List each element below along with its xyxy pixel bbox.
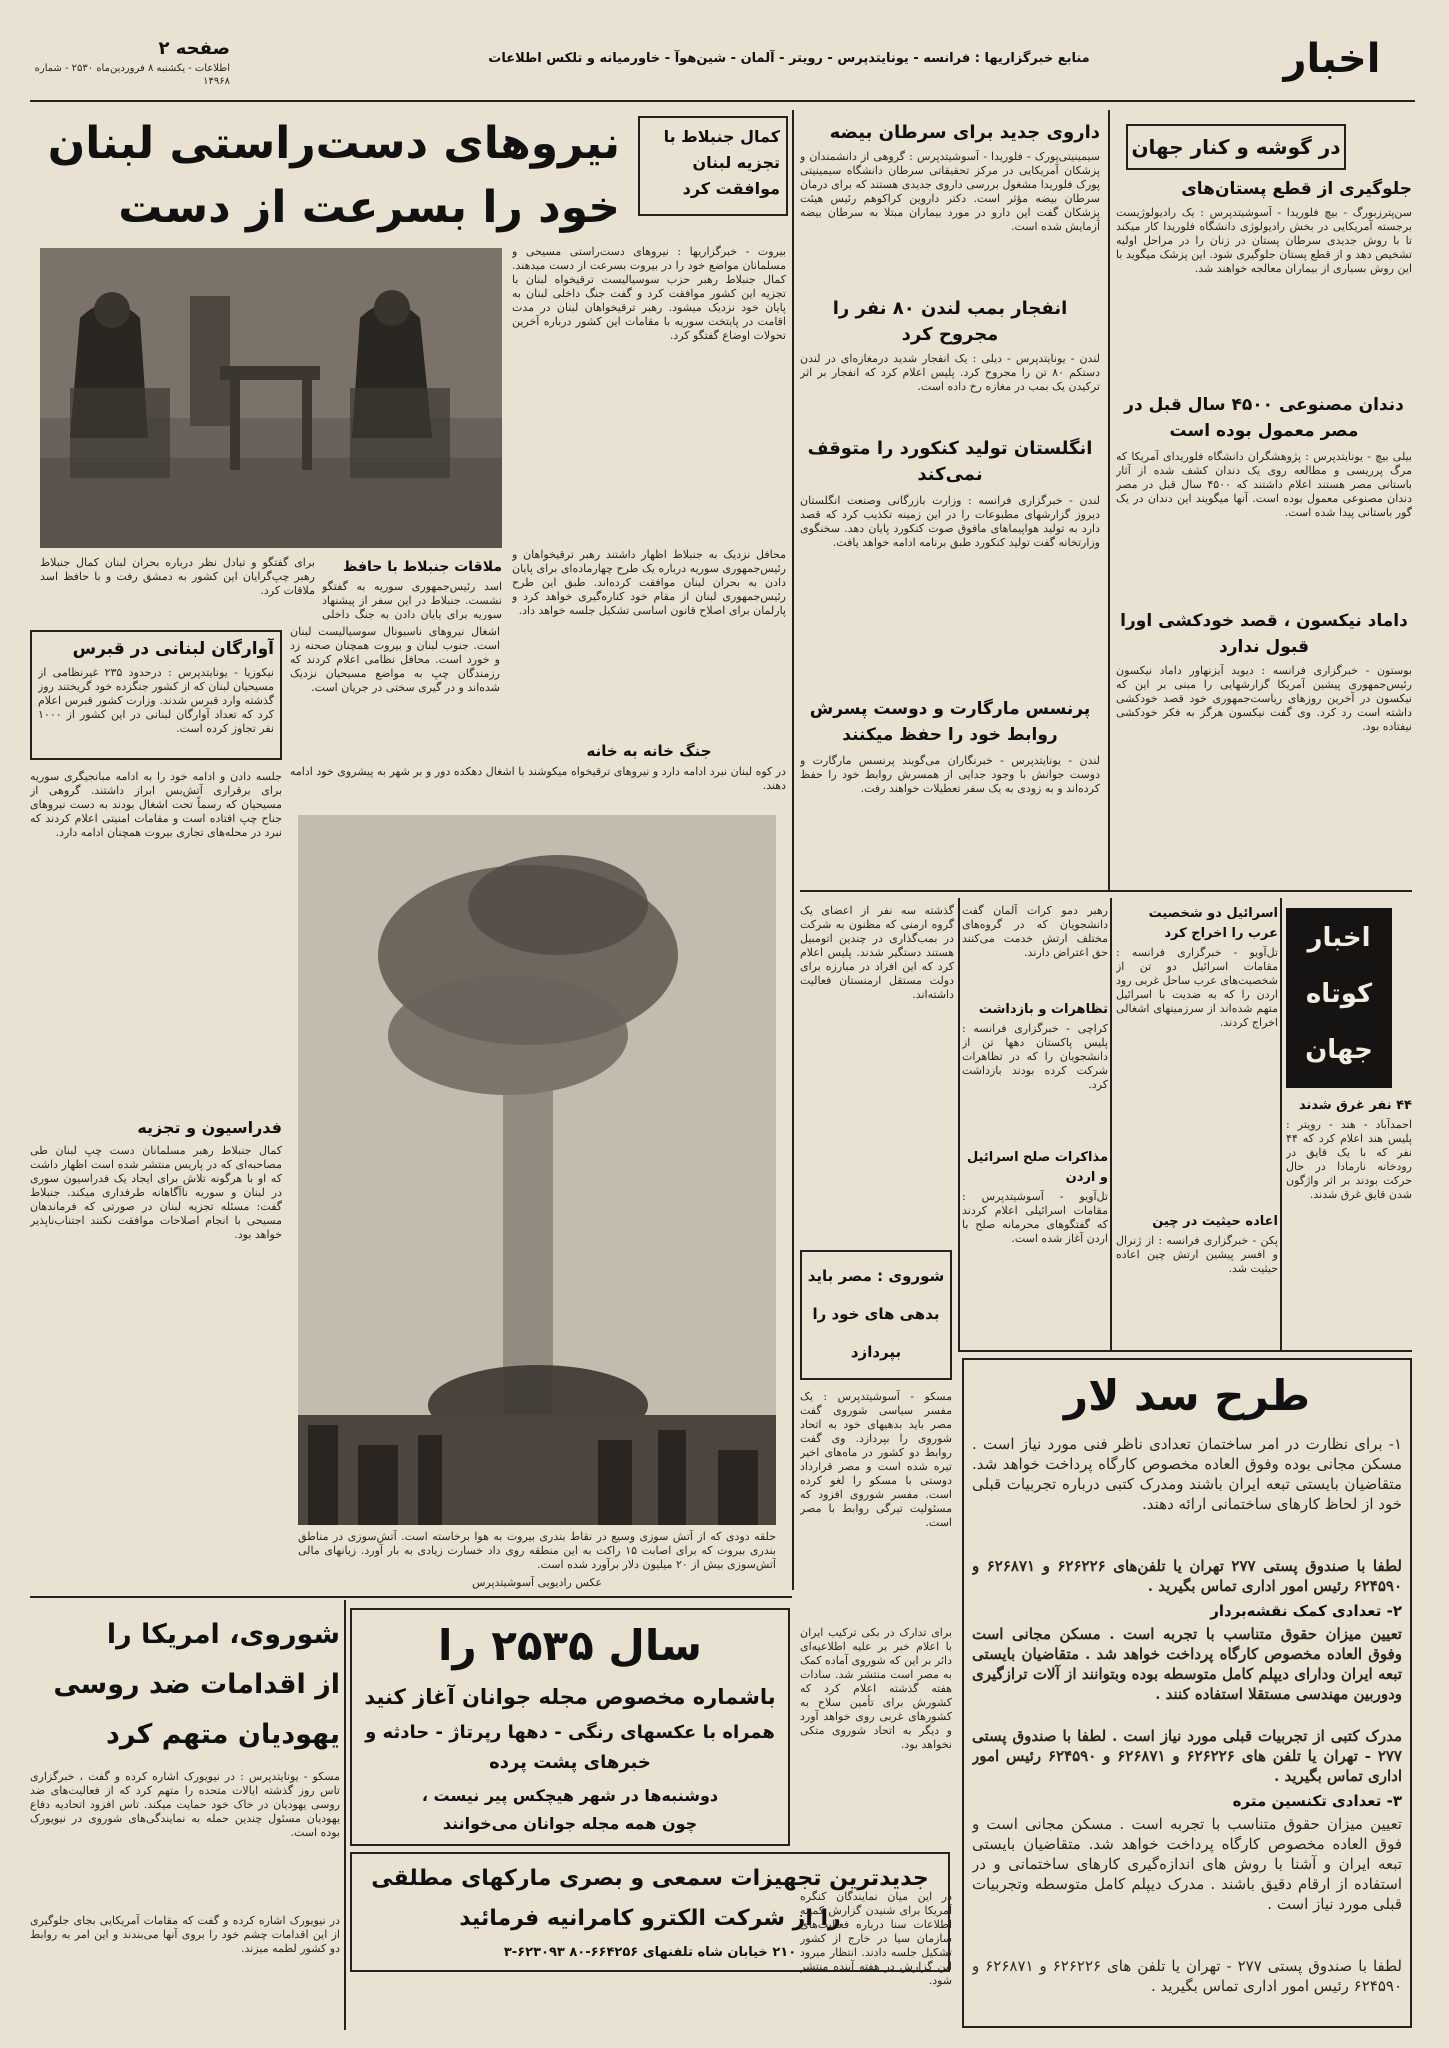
short-text-5: تل‌آویو - آسوشیتدپرس : مقامات اسرائیلی اعلام کردند که گفتگوهای محرمانه صلح با اردن آغاز شده است. xyxy=(962,1190,1108,1245)
misc-column-text: گذشته سه نفر از اعضای یک گروه ارمنی که مظنون به شرکت در بمب‌گذاری در چندین اتومبیل هستند دستگیر شدند. پلیس اعلام کرد که این افراد در مبارزه برای دولت مستقل ارمنستان فعالیت داشته‌اند. xyxy=(800,904,954,1001)
meeting-text: اسد رئیس‌جمهوری سوریه به گفتگو نشست. جنبلاط در این سفر از پیشنهاد سوریه برای پایان دادن به جنگ داخلی xyxy=(322,580,502,620)
short-headline-4: تظاهرات و بازداشت xyxy=(978,1002,1108,1017)
magazine-line5: دوشنبه‌ها در شهر هیچکس پیر نیست ، xyxy=(421,1786,719,1805)
corner-headline-1: جلوگیری از قطع پستان‌های xyxy=(1181,179,1412,199)
lead-body-continued: محافل نزدیک به جنبلاط اظهار داشتند رهبر ترقیخواهان و رئیس‌جمهوری سوریه درباره یک طرح چهارماده‌ای برای پایان دادن به بحران لبنان موافقت کرده‌اند. طبق این طرح رئیس‌جمهوری لبنان از مقام خود کناره‌گیری خواهد کرد و پارلمان برای اصلاح قانون اساسی تشکیل جلسه خواهد داد. xyxy=(512,548,786,617)
ussr-us-text: مسکو - یونایتدپرس : در نیویورک اشاره کرده و گفت ، خبرگزاری تاس روز گذشته ایالات متحده را متهم کرد که از فعالیت‌های ضد روسی یهودیان در خاک خود حمایت میکند. تاس افزود اتحادیه دفاع یهودیان مسئول چندین حمله به نمایندگی‌های شوروی در نیویورک بوده است. xyxy=(30,1770,340,1839)
short-news-divider-a xyxy=(958,898,960,1350)
ussr-egypt-text: مسکو - آسوشیتدپرس : یک مفسر سیاسی شوروی گفت مصر باید بدهیهای خود به اتحاد شوروی را بپردازد. وی گفت روابط دو کشور در ماه‌های اخیر تیره شده است و مصر قرارداد دوستی با مسکو را لغو کرده است. مفسر شوروی افزود که مسئولیت تیرگی روابط با مصر است. xyxy=(800,1390,952,1529)
lar-dam-contact2: مدرک کتبی از تجربیات قبلی مورد نیاز است . لطفا با صندوق پستی ۲۷۷ - تهران یا تلفن های ۶۲۶۲۲۶ و ۶۲۶۸۷۱ و ۶۲۴۵۹۰ رئیس امور اداری تماس بگیرید . xyxy=(972,1727,1402,1785)
ussr-us-headline-3: یهودیان متهم کرد xyxy=(106,1719,340,1750)
lead-right-divider xyxy=(792,110,794,1590)
london-bomb-text: لندن - یونایتدپرس - دیلی : یک انفجار شدید درمغازه‌ای در لندن دستکم ۸۰ تن را مجروح کرد. پلیس اعلام کرد که انفجار بر اثر ترکیدن یک بمب در مغازه رخ داده است. xyxy=(800,352,1100,393)
page-number: صفحه ۲ xyxy=(158,38,230,59)
lar-dam-item2-title: ۲- تعدادی کمک نقشه‌بردار xyxy=(1210,1602,1402,1620)
cancer-headline: داروی جدید برای سرطان بیضه xyxy=(829,122,1100,143)
short-text-4: کراچی - خبرگزاری فرانسه : پلیس پاکستان دهها تن از دانشجویان را که در تظاهرات شرکت کرده بودند بازداشت کرد. xyxy=(962,1022,1108,1091)
magazine-line4: خبرهای پشت پرده xyxy=(489,1752,651,1773)
lead-headline-line2: خود را بسرعت از دست xyxy=(118,182,620,233)
federalism-headline: فدراسیون و تجزیه xyxy=(137,1118,282,1137)
lar-dam-item1: ۱- برای نظارت در امر ساختمان تعدادی ناظر فنی مورد نیاز است . مسکن مجانی بوده وفوق العاده مخصوص کارگاه پرداخت خواهد شد. متقاضیان بایستی تبعه ایران باشند ومدرک کتبی درباره تجربیات قبلی خود از لحاظ کارهای ساختمانی ارائه دهند. xyxy=(972,1435,1402,1513)
cancer-text: سیمینیتی‌پورک - فلوریدا - آسوشیتدپرس : گروهی از دانشمندان و پزشکان آمریکایی در مرکز تحقیقاتی سرطان دانشگاه سیمینیتی پورک فلوریدا مشغول بررسی داروی جدیدی هستند که برای درمان سرطان بیضه مؤثر است. دکتر داروین کراکوهم رئیس هیئت پزشکان گفت این دارو در مورد بیماران مبتلا به سرطان بیضه آزمایش شده است. xyxy=(800,150,1100,233)
ussr-us-headline-1: شوروی، امریکا را xyxy=(106,1619,340,1650)
margaret-text: لندن - یونایتدپرس - خبرنگاران می‌گویند پرنسس مارگارت و دوست جوانش با وجود جدایی از همسرش روابط خود را حفظ کرده‌اند و به زودی به یک سفر تعطیلات خواهند رفت. xyxy=(800,754,1100,795)
cyprus-text: نیکوزیا - یونایتدپرس : درحدود ۲۳۵ غیرنظامی از مسیحیان لبنان که از کشور جنگزده خود گریختند روز گذشته وارد قبرس شدند. وزارت کشور قبرس اعلام کرد که تعداد آوارگان لبنانی در این کشور از ۱۰۰۰ نفر تجاوز کرده است. xyxy=(38,666,274,735)
lead-column-text: جلسه دادن و ادامه خود را به ادامه مبانجیگری سوریه برای برقراری آتش‌بس ابراز داشتند. گروهی از مسیحیان که رسماً تحت اشغال بودند به دست نیروهای جناح چپ افتاده است و مقامات امنیتی اعلام کردند که نبرد در محله‌های تجاری بیروت همچنان ادامه دارد. xyxy=(30,770,282,839)
lar-dam-item3: تعیین میزان حقوق متناسب با تجربه است . مسکن مجانی است و فوق العاده مخصوص کارگاه پرداخت خواهد شد. متقاضیان بایستی تبعه ایران و آشنا با روش های اندازه‌گیری کارهای ساختمانی و در استفاده از ارقام دقیق باشند . مدرک دیپلم کامل متوسطه وتجربیات قبلی مورد نیاز است . xyxy=(972,1815,1402,1913)
short-text-3: پکن - خبرگزاری فرانسه : از ژنرال و افسر پیشین ارتش چین اعاده حیثیت شد. xyxy=(1116,1234,1278,1275)
lar-dam-contact1: لطفا با صندوق پستی ۲۷۷ تهران یا تلفن‌های ۶۲۶۲۲۶ و ۶۲۶۸۷۱ و ۶۲۴۵۹۰ رئیس امور اداری تماس بگیرید . xyxy=(972,1557,1402,1595)
middle-bottom-divider xyxy=(800,890,1412,892)
lar-dam-title: طرح سد لار xyxy=(1063,1371,1311,1420)
cyprus-headline: آوارگان لبنانی در قبرس xyxy=(72,639,274,659)
short-text-6: رهبر دمو کرات آلمان گفت دانشجویان که در گروه‌های مختلف ارتش خدمت می‌کنند حق اعتراض دارند. xyxy=(962,904,1108,959)
london-bomb-headline: انفجار بمب لندن ۸۰ نفر را مجروح کرد xyxy=(832,298,1068,345)
corner-text-3: بوستون - خبرگزاری فرانسه : دیوید آیزنهاور داماد نیکسون رئیس‌جمهوری پیشین آمریکا گزارشهایی را مبنی بر این که نیکسون در آخرین روزهای ریاست‌جمهوری خود قصد خودکشی داشته است رد کرد. وی گفت نیکسون هرگز به فکر خودکشی نیفتاده بود. xyxy=(1116,664,1412,733)
short-text-1: احمدآباد - هند - رویتر : پلیس هند اعلام کرد که ۴۴ نفر که با یک قایق در رودخانه نارمادا در حال حرکت بودند بر اثر واژگون شدن قایق غرق شدند. xyxy=(1286,1118,1412,1201)
short-headline-5: مذاکرات صلح اسرائیل و اردن xyxy=(966,1150,1108,1185)
short-headline-3: اعاده حیثیت در چین xyxy=(1152,1214,1278,1229)
meeting-photo-caption: برای گفتگو و تبادل نظر درباره بحران لبنان کمال جنبلاط رهبر چپ‌گرایان این کشور به دمشق رفت و با حافظ اسد ملاقات کرد. xyxy=(40,556,315,597)
ussr-egypt-headline-2: بدهی های خود را xyxy=(812,1305,940,1323)
ussr-egypt-headline-1: شوروی : مصر باید xyxy=(807,1267,945,1285)
beirut-fire-photo xyxy=(298,815,776,1525)
misc-column-text-2: در این میان نمایندگان کنگره آمریکا برای شنیدن گزارش کمیته اطلاعات سنا درباره فعالیت‌های سازمان سیا در خارج از کشور تشکیل جلسه دادند. انتظار میرود این گزارش در هفته آینده منتشر شود. xyxy=(800,1890,952,1987)
corner-title: در گوشه و کنار جهان xyxy=(1131,135,1341,159)
short-news-divider-c xyxy=(1280,898,1282,1350)
meeting-headline: ملاقات جنبلاط با حافظ xyxy=(342,559,502,575)
lar-dam-item3-title: ۳- تعدادی تکنسین متره xyxy=(1232,1792,1402,1810)
corner-headline-3: داماد نیکسون ، قصد خودکشی اورا قبول ندارد xyxy=(1120,611,1408,657)
short-headline-1: ۴۴ نفر غرق شدند xyxy=(1298,1098,1412,1113)
lead-headline-line1: نیروهای دست‌راستی لبنان xyxy=(47,118,620,169)
lar-dam-contact3: لطفا با صندوق پستی ۲۷۷ - تهران یا تلفن های ۶۲۶۲۲۶ و ۶۲۶۸۷۱ و ۶۲۴۵۹۰ رئیس امور اداری تماس بگیرید . xyxy=(972,1957,1402,1995)
short-news-divider-b xyxy=(1110,898,1112,1350)
electronics-line2: را از شرکت الکترو کامرانیه فرمائید xyxy=(459,1906,841,1931)
short-text-2: تل‌آویو - خبرگزاری فرانسه : مقامات اسرائیل دو تن از شخصیت‌های عرب ساحل غربی رود اردن را که به ضدیت با اسرائیل متهم شده‌اند از سرزمینهای اشغالی اخراج کردند. xyxy=(1116,946,1278,1029)
electronics-line1: جدیدترین تجهیزات سمعی و بصری مارکهای مطلقی xyxy=(371,1866,929,1891)
house-fighting-headline: جنگ خانه به خانه xyxy=(586,742,712,760)
house-fighting-text: در کوه لبنان نبرد ادامه دارد و نیروهای ترقیخواه میکوشند با اشغال دهکده دور و بر شهر به پیشروی خود ادامه دهند. xyxy=(290,765,786,792)
lead-bottom-divider xyxy=(30,1596,792,1598)
federalism-text: کمال جنبلاط رهبر مسلمانان دست چپ لبنان طی مصاحبه‌ای که در پاریس منتشر شده است اظهار داشت که او با هرگونه تلاش برای ایجاد یک فدراسیون سوری در لبنان و سوریه ناآگاهانه طرفداری میکند. جنبلاط گفت: مسئله تجزیه لبنان در صورتی که فرماندهان مسیحی با انجام اصلاحات موافقت نکنند اجتناب‌ناپذیر خواهد بود. xyxy=(30,1144,282,1241)
issue-line: اطلاعات - یکشنبه ۸ فروردین‌ماه ۲۵۳۰ - شماره ۱۴۹۶۸ xyxy=(34,63,230,87)
margaret-headline: پرنسس مارگارت و دوست پسرش روابط خود را حفظ میکنند xyxy=(809,699,1091,745)
bottom-left-divider xyxy=(344,1600,346,2030)
short-news-title-3: جهان xyxy=(1305,1035,1373,1065)
corner-text-2: بیلی بیچ - یونایتدپرس : پژوهشگران دانشگاه فلوریدای آمریکا که مرگ پرریسی و مطالعه روی یک دندان کشف شده از آثار باستانی مصر هستند اعلام داشتند که ۴۵۰۰ سال قبل در مصر دندان مصنوعی معمول بوده است. آنها میگویند این دندان در یک گور باستانی پیدا شده است. xyxy=(1116,450,1412,519)
ussr-us-headline-2: از اقدامات ضد روسی xyxy=(53,1669,340,1700)
news-sources-line: منابع خبرگزاریها : فرانسه - یونایتدپرس - رویتر - آلمان - شین‌هوآ - خاورمیانه و تلکس اطلاعات xyxy=(488,51,1090,66)
magazine-line6: چون همه مجله جوانان می‌خوانند xyxy=(442,1814,698,1833)
short-news-title-2: کوتاه xyxy=(1305,979,1373,1009)
syria-mediation-text: اشغال نیروهای ناسیونال سوسیالیست لبنان است. جنوب لبنان و بیروت همچنان صحنه زد و خورد است. محافل نظامی اعلام کردند که رزمندگان چپ به مواضع مسیحیان نزدیک شده‌اند و در گیری سختی در جریان است. xyxy=(290,625,500,694)
corner-headline-2: دندان مصنوعی ۴۵۰۰ سال قبل در مصر معمول بوده است xyxy=(1124,395,1404,441)
ussr-egypt-headline-3: بپردازد xyxy=(850,1343,902,1361)
magazine-line1: سال ۲۵۳۵ را xyxy=(438,1621,702,1670)
masthead-divider xyxy=(30,100,1415,102)
ussr-egypt-text-2: برای تدارک در بکی ترکیب ایران با اعلام خبر بر علیه اطلاعیه‌ای دائر بر این که شوروی آماده کمک به مصر است منتشر شد. سادات هفته گذشته اعلام کرد که کشورش برای تأمین سلاح به کشورهای غربی روی خواهد آورد و دیگر به اتحاد شوروی متکی نخواهد بود. xyxy=(800,1626,952,1751)
short-headline-2: اسرائیل دو شخصیت عرب را اخراج کرد xyxy=(1148,906,1278,941)
lead-body-intro: بیروت - خبرگزاریها : نیروهای دست‌راستی مسیحی و مسلمانان مواضع خود را در بیروت بسرعت از دست میدهند. کمال جنبلاط رهبر حزب سوسیالیست ترقیخواه لبنان با تجزیه این کشور موافقت کرد و گفت جنگ داخلی لبنان به پایان خود نزدیک میشود. رهبر ترقیخواهان لبنان در مدت اقامت در پایتخت سوریه با مقامات این کشور درباره آخرین تحولات اوضاع گفتگو کرد. xyxy=(512,245,786,342)
corner-text-1: سن‌پترزبورگ - بیچ فلوریدا - آسوشیتدپرس : یک رادیولوژیست برجسته آمریکایی در بخش رادیولوژی دانشگاه فلوریدا کار میکند تا با روش جدیدی سرطان پستان در زنان را در مراحل اولیه تشخیص دهد و از قطع پستان جلوگیری شود. این پزشک میگوید با این روش بسیاری از بیماران معالجه خواهند شد. xyxy=(1116,206,1412,275)
magazine-line2: باشماره مخصوص مجله جوانان آغاز کنید xyxy=(364,1685,776,1709)
concorde-text: لندن - خبرگزاری فرانسه : وزارت بازرگانی وصنعت انگلستان دیروز گزارشهای مطبوعات را در این زمینه تکذیب کرد که قصد دارد به تولید هواپیماهای مافوق صوت کنکورد پایان دهد. سخنگوی وزارتخانه گفت تولید کنکورد طبق برنامه ادامه خواهد یافت. xyxy=(800,494,1100,549)
concorde-headline: انگلستان تولید کنکورد را متوقف نمی‌کند xyxy=(807,438,1093,485)
fire-photo-credit: عکس رادیویی آسوشیتدپرس xyxy=(471,1576,603,1589)
magazine-line3: همراه با عکسهای رنگی - دهها رپرتاژ - حادثه و xyxy=(365,1722,775,1743)
short-news-bottom xyxy=(958,1350,1412,1352)
side-headline: کمال جنبلاط با تجزیه لبنان موافقت کرد xyxy=(663,127,780,198)
middle-right-divider xyxy=(1108,110,1110,892)
lar-dam-item2: تعیین میزان حقوق متناسب با تجربه است . مسکن مجانی است وفوق العاده مخصوص کارگاه پرداخت خواهد شد . متقاضیان بایستی تبعه ایران ودارای دیپلم کامل متوسطه بوده وبتوانند از آلات ترازگیری ودوربین مهندسی مستقلا استفاده کنند . xyxy=(972,1625,1402,1703)
ussr-us-text-2: در نیویورک اشاره کرده و گفت که مقامات آمریکایی بجای جلوگیری از این اقدامات چشم خود را بروی آنها می‌بندند و این امر به روابط دو کشور لطمه میزند. xyxy=(30,1914,340,1955)
section-title: اخبار xyxy=(1283,36,1381,82)
short-news-logo xyxy=(1286,908,1392,1088)
electronics-phones: ۲۱۰ خیابان شاه تلفنهای ۶۶۴۲۵۶-۸۰ ۶۲۳۰۹۳-۳ xyxy=(503,1945,797,1960)
jumblatt-assad-photo xyxy=(40,248,502,548)
short-news-title-1: اخبار xyxy=(1307,923,1371,953)
fire-photo-caption: حلقه دودی که از آتش سوزی وسیع در نقاط بندری بیروت به هوا برخاسته است. آتش‌سوزی در مناطق بندری بیروت که برای اصابت ۱۵ راکت به این منطقه روی داد خسارت زیادی به بار آورد. زیانهای مالی آتش‌سوزی بیش از ۲۰ میلیون دلار برآورد شده است. xyxy=(298,1530,776,1571)
